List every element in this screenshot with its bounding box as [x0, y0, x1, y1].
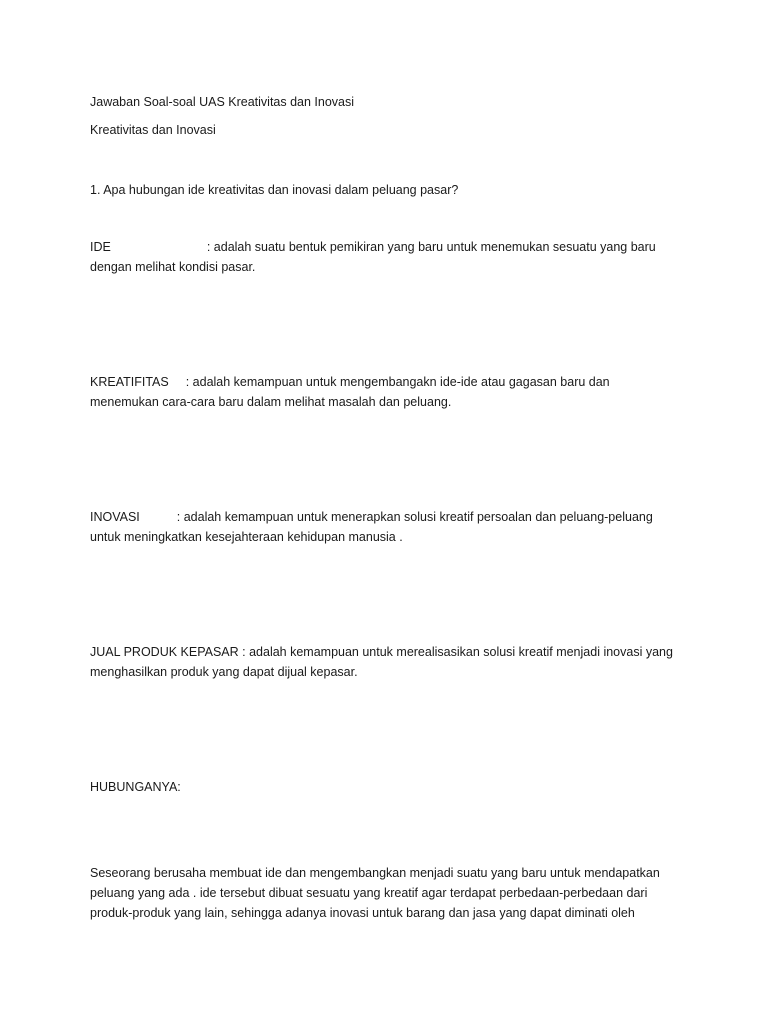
definition-jual-produk-term: JUAL PRODUK KEPASAR [90, 645, 239, 659]
definition-ide-line1 [90, 237, 656, 257]
definition-kreatifitas-text: : adalah kemampuan untuk mengembangakn ide-ide atau gagasan baru dan [185, 375, 610, 389]
definition-jual-produk-text: : adalah kemampuan untuk merealisasikan solusi kreatif menjadi inovasi yang [242, 645, 673, 659]
document-title: Jawaban Soal-soal UAS Kreativitas dan Inovasi [90, 95, 355, 109]
definition-inovasi-text: : adalah kemampuan untuk menerapkan solusi kreatif persoalan dan peluang-peluang [176, 510, 653, 524]
document-subtitle: Kreativitas dan Inovasi [90, 123, 216, 137]
paragraph-line1: Seseorang berusaha membuat ide dan mengembangkan menjadi suatu yang baru untuk mendapatkan [90, 866, 660, 880]
paragraph-line3: produk-produk yang lain, sehingga adanya inovasi untuk barang dan jasa yang dapat diminati oleh [90, 906, 635, 920]
definition-ide-term: IDE [90, 240, 111, 254]
question-text: 1. Apa hubungan ide kreativitas dan inovasi dalam peluang pasar? [90, 183, 459, 197]
definition-kreatifitas-term: KREATIFITAS [90, 375, 169, 389]
definition-kreatifitas-line1 [90, 372, 610, 392]
definition-jual-produk-line2: menghasilkan produk yang dapat dijual kepasar. [90, 665, 358, 679]
definition-kreatifitas-line2: menemukan cara-cara baru dalam melihat masalah dan peluang. [90, 395, 452, 409]
definition-ide-text: : adalah suatu bentuk pemikiran yang baru untuk menemukan sesuatu yang baru [206, 240, 656, 254]
definition-inovasi-term: INOVASI [90, 510, 140, 524]
definition-inovasi-line1 [90, 507, 653, 527]
definition-jual-produk-line1 [90, 642, 673, 662]
paragraph-line2: peluang yang ada . ide tersebut dibuat sesuatu yang kreatif agar terdapat perbedaan-perbedaan dari [90, 886, 648, 900]
definition-inovasi-line2: untuk meningkatkan kesejahteraan kehidupan manusia . [90, 530, 403, 544]
hubungan-heading: HUBUNGANYA: [90, 780, 181, 794]
definition-ide-line2: dengan melihat kondisi pasar. [90, 260, 256, 274]
